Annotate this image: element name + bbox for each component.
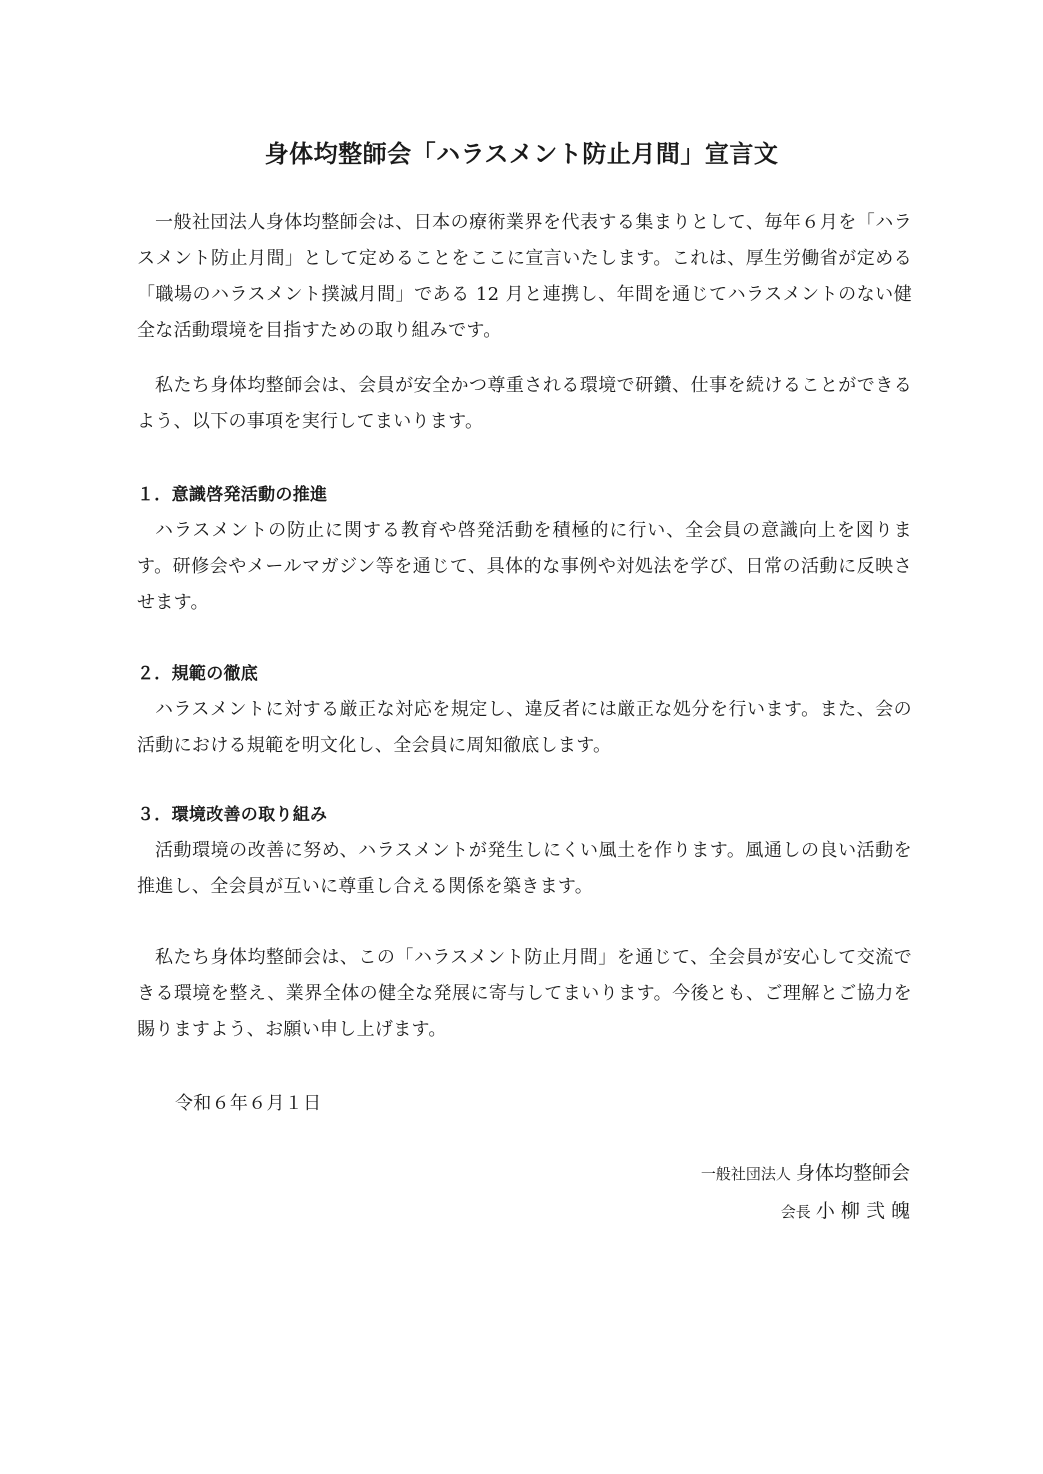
intro-paragraph: 一般社団法人身体均整師会は、日本の療術業界を代表する集まりとして、毎年６月を「ハラスメント防止月間」として定めることをここに宣言いたします。これは、厚生労働省が定める「職場のハラスメント撲滅月間」である 12 月と連携し、年間を通じてハラスメントのない健全な活動環境を目指すための取り組みです。 xyxy=(137,212,912,341)
closing-block xyxy=(137,940,912,1048)
signatory-name: 小 柳 弐 魄 xyxy=(815,1200,910,1222)
section-heading: ３．環境改善の取り組み xyxy=(137,805,328,825)
signature-organization xyxy=(701,1158,910,1185)
section-2 xyxy=(137,656,912,764)
section-body: 活動環境の改善に努め、ハラスメントが発生しにくい風土を作ります。風通しの良い活動を推進し、全会員が互いに尊重し合える関係を築きます。 xyxy=(137,840,912,897)
section-body: ハラスメントに対する厳正な対応を規定し、違反者には厳正な処分を行います。また、会の活動における規範を明文化し、全会員に周知徹底します。 xyxy=(137,699,912,756)
section-3 xyxy=(137,797,912,905)
closing-paragraph: 私たち身体均整師会は、この「ハラスメント防止月間」を通じて、全会員が安心して交流できる環境を整え、業界全体の健全な発展に寄与してまいります。今後とも、ご理解とご協力を賜りますよう、お願い申し上げます。 xyxy=(137,947,912,1040)
document-title: 身体均整師会「ハラスメント防止月間」宣言文 xyxy=(264,140,779,168)
signatory-role: 会長 xyxy=(780,1203,811,1221)
intro-paragraph-2-block xyxy=(137,368,912,440)
organization-type: 一般社団法人 xyxy=(700,1165,791,1183)
section-heading: １．意識啓発活動の推進 xyxy=(137,485,328,505)
organization-name: 身体均整師会 xyxy=(795,1162,910,1184)
intro-paragraph-1-block xyxy=(137,205,912,349)
intro-paragraph: 私たち身体均整師会は、会員が安全かつ尊重される環境で研鑽、仕事を続けることができるよう、以下の事項を実行してまいります。 xyxy=(137,375,912,432)
document-date: 令和６年６月１日 xyxy=(175,1093,322,1114)
signature-person xyxy=(781,1196,910,1223)
section-heading: ２．規範の徹底 xyxy=(137,664,259,684)
section-1 xyxy=(137,477,912,621)
section-body: ハラスメントの防止に関する教育や啓発活動を積極的に行い、全会員の意識向上を図ります。研修会やメールマガジン等を通じて、具体的な事例や対処法を学び、日常の活動に反映させます。 xyxy=(137,520,912,613)
